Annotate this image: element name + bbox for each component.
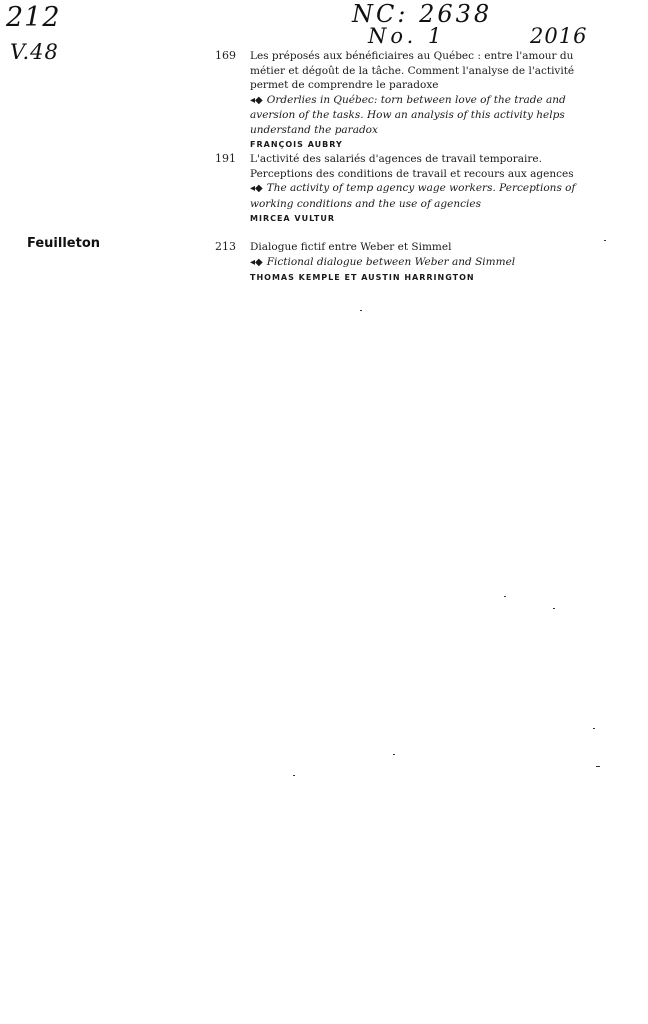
article-title-en	[250, 181, 590, 211]
page-number: 213	[215, 240, 236, 253]
scan-speck	[293, 775, 295, 776]
handwritten-volume: V.48	[10, 40, 59, 64]
article-title-en-text: The activity of temp agency wage workers. Perceptions of working conditions and the use of agencies	[250, 182, 576, 210]
handwritten-nc-number: NC: 2638	[352, 0, 493, 28]
page-number: 169	[215, 49, 236, 62]
scan-speck	[553, 608, 555, 609]
scan-speck	[604, 240, 606, 241]
article-title-fr: L'activité des salariés d'agences de travail temporaire. Perceptions des conditions de travail et recours aux agences	[250, 153, 574, 180]
scan-speck	[504, 596, 506, 597]
toc-entry	[215, 49, 590, 151]
translation-arrow-icon: ◂◆	[250, 183, 263, 194]
scan-speck	[593, 728, 595, 729]
toc-entry	[215, 240, 590, 284]
article-title-en-text: Fictional dialogue between Weber and Simmel	[266, 255, 516, 268]
page-number: 191	[215, 152, 236, 165]
translation-arrow-icon: ◂◆	[250, 256, 263, 268]
scan-speck	[360, 310, 362, 311]
handwritten-class-mark: 212	[6, 2, 61, 33]
article-title-en	[250, 93, 590, 138]
translation-arrow-icon: ◂◆	[250, 94, 263, 106]
handwritten-issue: No. 1	[368, 24, 446, 48]
article-author: MIRCEA VULTUR	[250, 214, 335, 223]
article-title-fr: Dialogue fictif entre Weber et Simmel	[250, 241, 452, 253]
article-author: THOMAS KEMPLE ET AUSTIN HARRINGTON	[250, 273, 475, 282]
toc-entry	[215, 152, 590, 225]
scan-speck	[393, 754, 395, 755]
article-title-en	[250, 255, 590, 271]
scan-speck	[596, 766, 600, 767]
article-title-fr: Les préposés aux bénéficiaires au Québec : entre l'amour du métier et dégoût de la tâche. Comment l'analyse de l'activité permet de comprendre le paradoxe	[250, 50, 575, 91]
article-author: FRANÇOIS AUBRY	[250, 140, 343, 149]
handwritten-year: 2016	[530, 24, 588, 48]
section-label-feuilleton: Feuilleton	[27, 236, 101, 251]
article-title-en-text: Orderlies in Québec: torn between love of the trade and aversion of the tasks. How an analysis of this activity helps understand the paradox	[250, 93, 566, 136]
